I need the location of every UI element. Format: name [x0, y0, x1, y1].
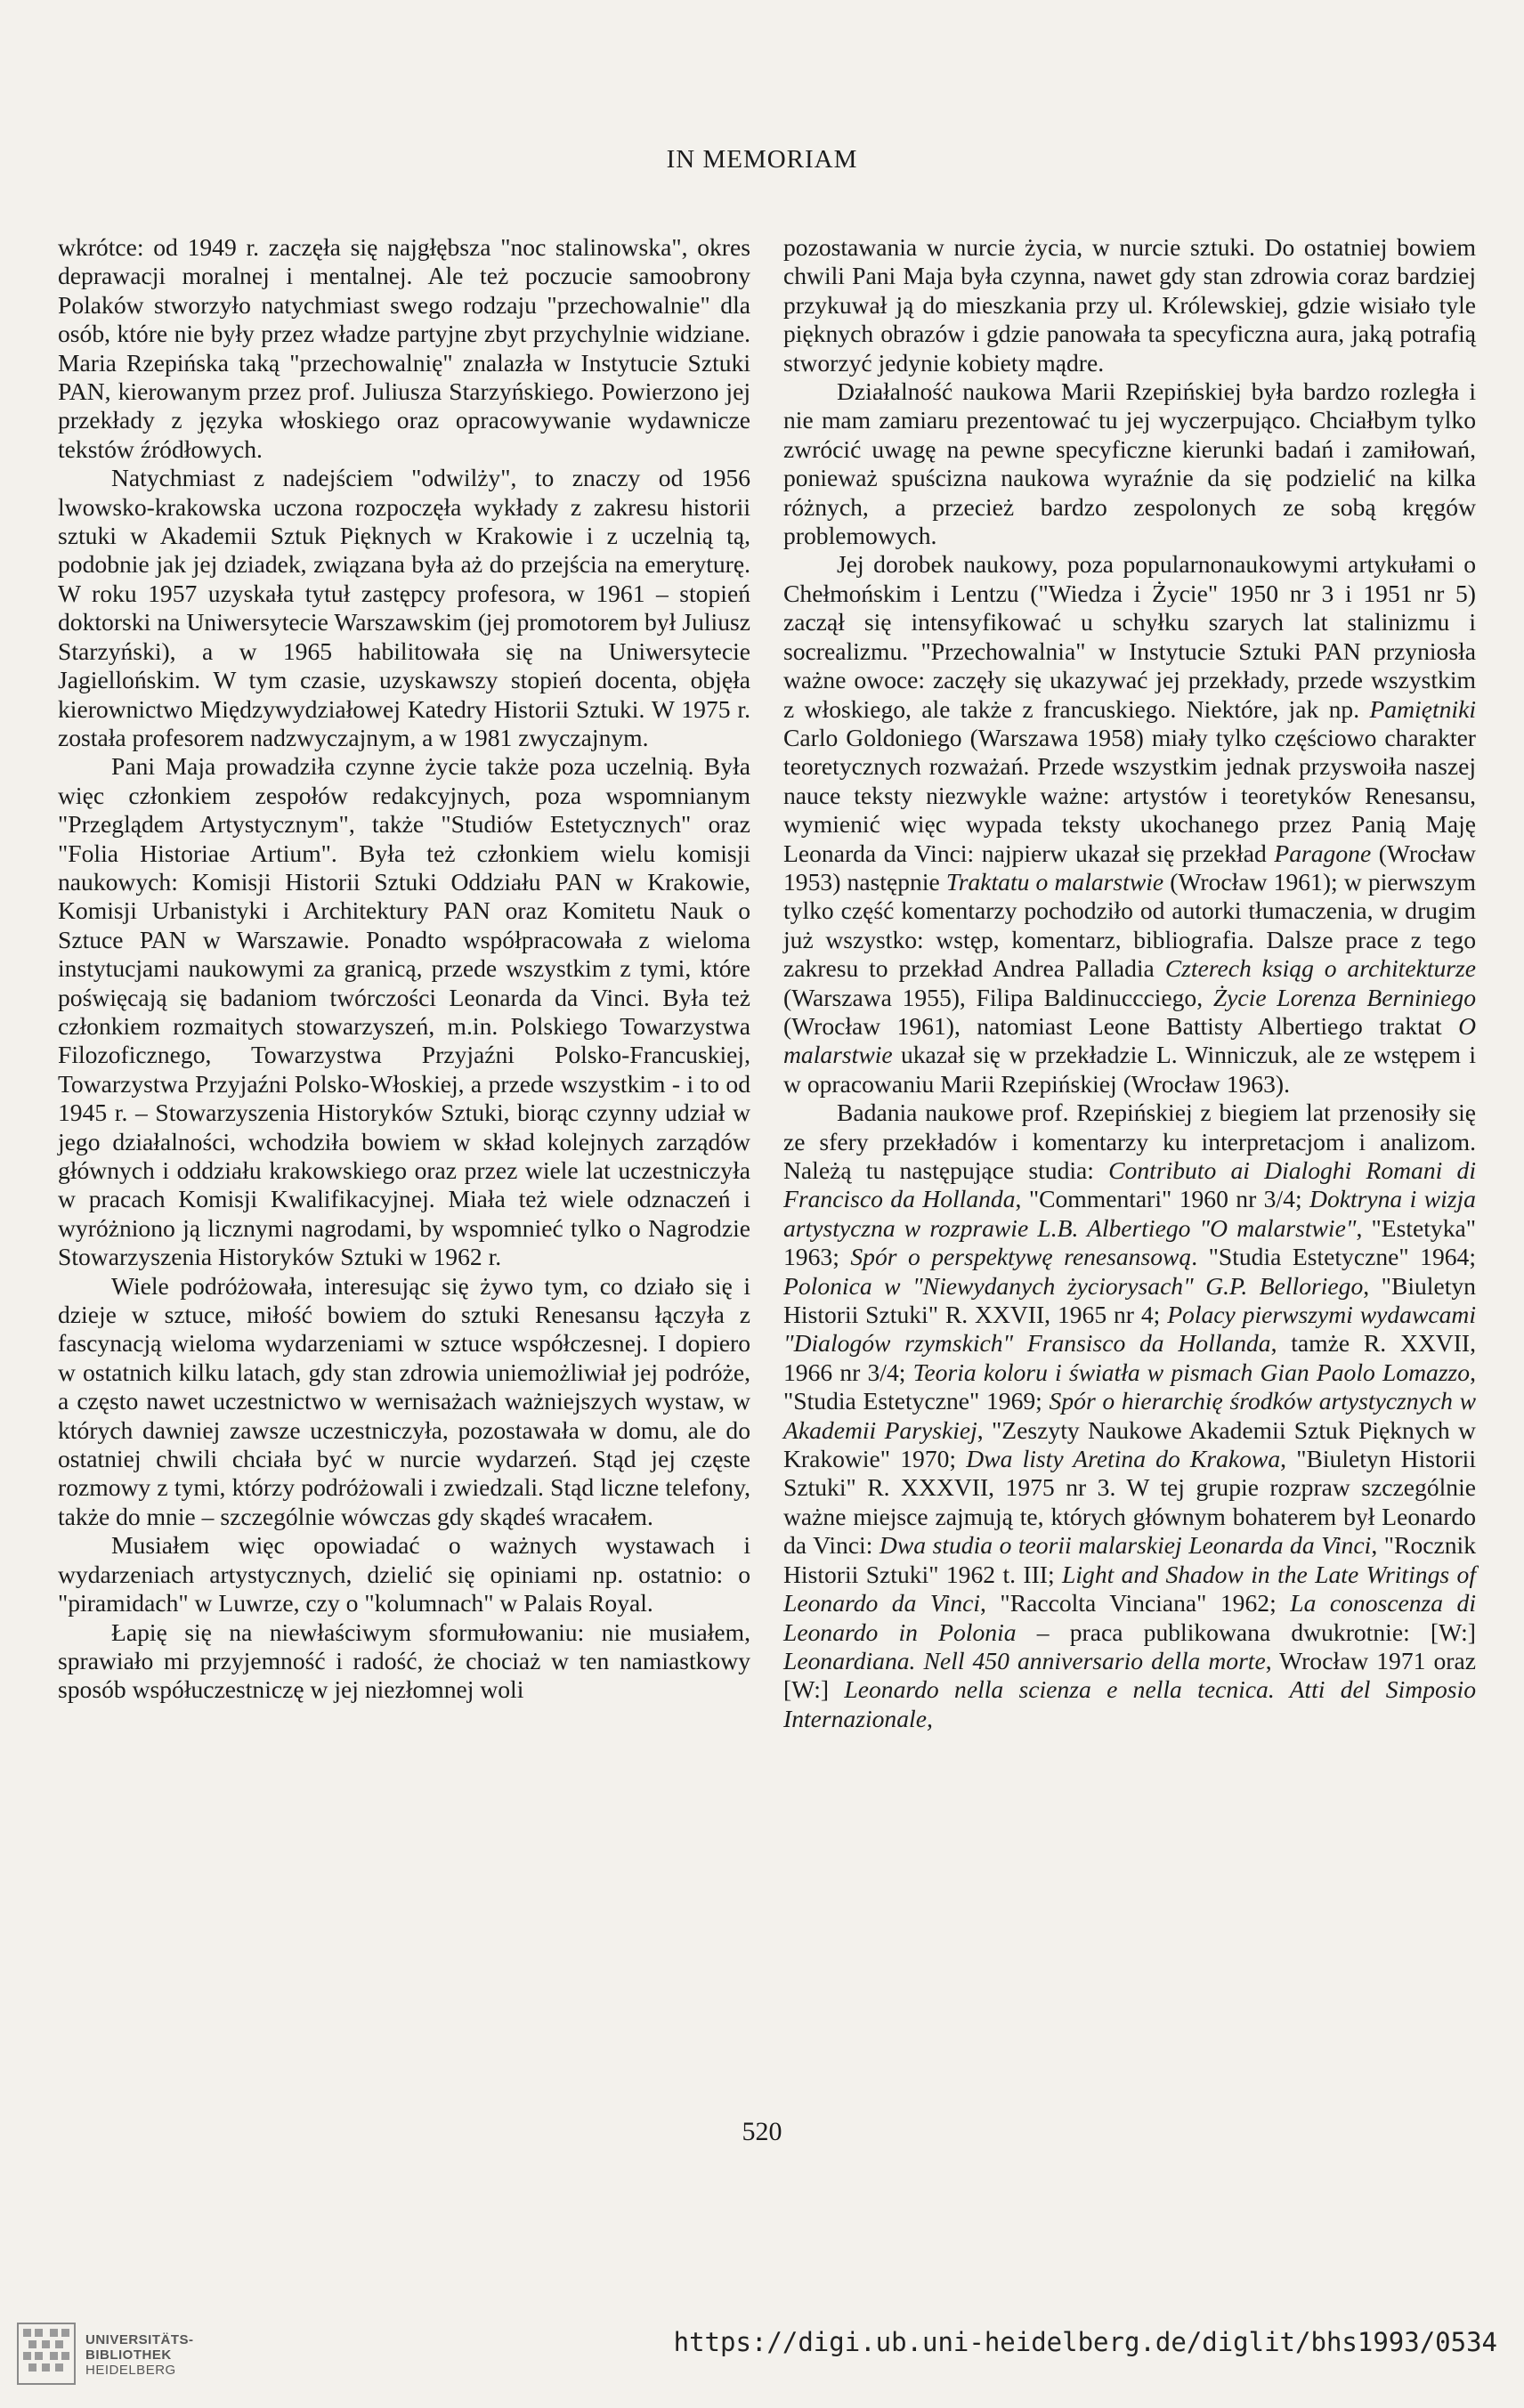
text-run: , tamże R. XXVII, 1966 nr 3/4; — [783, 1329, 1477, 1386]
text-run: , "Rocznik Historii Sztuki" 1962 t. III; — [783, 1531, 1476, 1588]
paragraph: wkrótce: od 1949 r. zaczęła się najgłębsza "noc stalinowska", okres deprawacji moralnej i mentalnej. Ale też poczucie samoobrony Polaków stworzyło natychmiast swego rodzaju "przechowalnie" dla osób, które nie były przez władze partyjne zbyt przychylnie widziane. Maria Rzepińska taką "przechowalnię" znalazła w Instytucie Sztuki PAN, kierowanym przez prof. Juliusza Starzyńskiego. Powierzono jej przekłady z języka włoskiego oraz opracowywanie wydawnicze tekstów źródłowych. — [58, 233, 750, 463]
paragraph — [783, 1099, 1476, 1733]
italic-title: Leonardo nella scienza e nella tecnica. Atti del Simposio Internazionale, — [783, 1675, 1476, 1732]
paragraph: Musiałem więc opowiadać o ważnych wystawach i wydarzeniach artystycznych, dzielić się opiniami np. ostatnio: o "piramidach" w Luwrze, czy o "kolumnach" w Palais Royal. — [58, 1531, 750, 1617]
text-run: , "Biuletyn Historii Sztuki" R. XXVII, 1965 nr 4; — [783, 1271, 1476, 1329]
left-column — [58, 233, 750, 1705]
italic-title: Leonardiana. Nell 450 anniversario della morte — [783, 1646, 1266, 1674]
text-run: ukazał się w przekładzie L. Winniczuk, ale ze wstępem i w opracowaniu Marii Rzepińskiej (Wrocław 1963). — [783, 1041, 1476, 1098]
text-run: (Wrocław 1961); w pierwszym tylko część komentarzy pochodziło od autorki tłumaczenia, w drugim już wszystko: wstęp, komentarz, bibliografia. Dalsze prace z tego zakresu to przekład Andrea Palladia — [783, 867, 1476, 983]
library-name-line: BIBLIOTHEK — [85, 2347, 172, 2363]
text-run: , "Raccolta Vinciana" 1962; — [980, 1589, 1291, 1617]
running-header: IN MEMORIAM — [666, 145, 858, 174]
page-number: 520 — [742, 2117, 782, 2146]
italic-title: O malarstwie — [783, 1011, 1476, 1069]
italic-title: Teoria koloru i światła w pismach Gian Paolo Lomazzo — [912, 1358, 1471, 1386]
text-run: , "Studia Estetyczne" 1969; — [783, 1358, 1476, 1415]
paragraph: pozostawania w nurcie życia, w nurcie sztuki. Do ostatniej bowiem chwili Pani Maja była czynna, nawet gdy stan zdrowia coraz bardziej przykuwał ją do mieszkania przy ul. Królewskiej, gdzie wisiało tyle pięknych obrazów i gdzie panowała ta specyficzna aura, jaką potrafią stworzyć jedynie kobiety mądre. — [783, 233, 1476, 377]
italic-title: Czterech ksiąg o architekturze — [1164, 954, 1477, 983]
italic-title: Polonica w "Niewydanych życiorysach" G.P. Belloriego — [783, 1271, 1364, 1300]
italic-title: Doktryna i wizja artystyczna w rozprawie L.B. Albertiego "O malarstwie" — [783, 1185, 1476, 1242]
text-run: (Warszawa 1955), Filipa Baldinuccciego, — [783, 983, 1213, 1011]
text-run: – praca publikowana dwukrotnie: [W:] — [1016, 1617, 1476, 1646]
right-column — [783, 233, 1476, 1733]
text-run: , "Estetyka" 1963; — [783, 1213, 1476, 1271]
paragraph — [783, 550, 1476, 1099]
text-run: Carlo Goldoniego (Warszawa 1958) miały tylko częściowo charakter teoretycznych rozważań. Przede wszystkim jednak przyswoiła naszej nauce teksty niezwykle ważne: artystów i teoretyków Renesansu, wymienić więc wypada teksty ukochanego przez Panią Maję Leonarda da Vinci: najpierw ukazał się przekład — [783, 723, 1476, 867]
paragraph: Natychmiast z nadejściem "odwilży", to znaczy od 1956 lwowsko-krakowska uczona rozpoczęła wykłady z zakresu historii sztuki w Akademii Sztuk Pięknych w Krakowie i z uczelnią tą, podobnie jak jej dziadek, związana była aż do przejścia na emeryturę. W roku 1957 uzyskała tytuł zastępcy profesora, w 1961 – stopień doktorski na Uniwersytecie Warszawskim (jej promotorem był Juliusz Starzyński), a w 1965 habilitowała się na Uniwersytecie Jagiellońskim. W tym czasie, uzyskawszy stopień docenta, objęła kierownictwo Międzywydziałowej Katedry Historii Sztuki. W 1975 r. została profesorem nadzwyczajnym, a w 1981 zwyczajnym. — [58, 464, 750, 751]
italic-title: Paragone — [1274, 839, 1372, 867]
text-run: , "Zeszyty Naukowe Akademii Sztuk Pięknych w Krakowie" 1970; — [783, 1415, 1476, 1473]
text-run: Jej dorobek naukowy, poza popularnonaukowymi artykułami o Chełmońskim i Lentzu ("Wiedza i Życie" 1950 nr 3 i 1951 nr 5) zaczął się intensyfikować u schyłku szarych lat stalinizmu i socrealizmu. "Przechowalnia" w Instytucie Sztuki PAN przyniosła ważne owoce: zaczęły się ukazywać jej przekłady, przede wszystkim z włoskiego, ale także z francuskiego. Niektóre, jak np. — [783, 550, 1476, 723]
italic-title: Traktatu o malarstwie — [945, 867, 1164, 896]
italic-title: Dwa studia o teorii malarskiej Leonarda da Vinci — [879, 1531, 1372, 1560]
paragraph: Wiele podróżowała, interesując się żywo tym, co działo się i dzieje w sztuce, miłość bowiem do sztuki Renesansu łączyła z fascynacją wieloma wydarzeniami w sztuce współczesnej. I dopiero w ostatnich kilku latach, gdy stan zdrowia uniemożliwiał jej podróże, a często nawet uczestnictwo w wernisażach ważniejszych wystaw, w których dawniej zawsze uczestniczyła, pozostawała w domu, ale do ostatniej chwili chciała być w nurcie wydarzeń. Stąd jej częste rozmowy z tymi, którzy podróżowali i zwiedzali. Stąd liczne telefony, także do mnie – szczególnie wówczas gdy skądeś wracałem. — [58, 1271, 750, 1530]
library-name — [85, 2332, 194, 2378]
italic-title: La conoscenza di Leonardo in Polonia — [783, 1589, 1477, 1646]
source-url-link[interactable]: https://digi.ub.uni-heidelberg.de/diglit/bhs1993/0534 — [673, 2327, 1497, 2357]
paragraph: Pani Maja prowadziła czynne życie także poza uczelnią. Była więc członkiem zespołów redakcyjnych, poza wspomnianym "Przeglądem Artystycznym", także "Studiów Estetycznych" oraz "Folia Historiae Artium". Była też członkiem wielu komisji naukowych: Komisji Historii Sztuki Oddziału PAN w Krakowie, Komisji Urbanistyki i Architektury PAN oraz Komitetu Nauk o Sztuce PAN w Warszawie. Ponadto współpracowała z wieloma instytucjami naukowymi za granicą, przede wszystkim z tymi, które poświęcają się badaniom twórczości Leonarda da Vinci. Była też członkiem rozmaitych stowarzyszeń, m.in. Polskiego Towarzystwa Filozoficznego, Towarzystwa Przyjaźni Polsko-Francuskiej, Towarzystwa Przyjaźni Polsko-Włoskiej, a przede wszystkim - i to od 1945 r. – Stowarzyszenia Historyków Sztuki, biorąc czynny udział w jego działalności, wchodziła bowiem w skład kolejnych zarządów głównych i oddziału krakowskiego oraz przez wiele lat uczestniczyła w pracach Komisji Kwalifikacyjnej. Miała też wiele odznaczeń i wyróżniono ją licznymi nagrodami, by wspomnieć tylko o Nagrodzie Stowarzyszenia Historyków Sztuki w 1962 r. — [58, 752, 750, 1271]
italic-title: Contributo ai Dialoghi Romani di Francisco da Hollanda — [783, 1156, 1476, 1213]
text-run: , "Commentari" 1960 nr 3/4; — [1015, 1185, 1310, 1213]
italic-title: Polacy pierwszymi wydawcami "Dialogów rzymskich" Fransisco da Hollanda — [783, 1301, 1476, 1358]
italic-title: Życie Lorenza Berniniego — [1212, 983, 1476, 1011]
footer-bar — [0, 2307, 1524, 2408]
paragraph: Działalność naukowa Marii Rzepińskiej była bardzo rozległa i nie mam zamiaru prezentować tu jej wyczerpująco. Chciałbym tylko zwrócić uwagę na pewne specyficzne kierunki badań i zamiłowań, ponieważ spuścizna naukowa wyraźnie da się podzielić na kilka różnych, a przecież bardzo zespolonych ze sobą kręgów problemowych. — [783, 377, 1476, 550]
library-name-line: HEIDELBERG — [85, 2363, 176, 2378]
paragraph: Łapię się na niewłaściwym sformułowaniu: nie musiałem, sprawiało mi przyjemność i radość, że chociaż w ten namiastkowy sposób współuczestniczę w jej niezłomnej woli — [58, 1617, 750, 1704]
text-run: , Wrocław 1971 oraz [W:] — [783, 1646, 1476, 1704]
italic-title: Light and Shadow in the Late Writings of Leonardo da Vinci — [783, 1560, 1476, 1617]
italic-title: Spór o perspektywę renesansową — [850, 1243, 1192, 1271]
text-run: Badania naukowe prof. Rzepińskiej z biegiem lat przenosiły się ze sfery przekładów i komentarzy ku interpretacjom i analizom. Należą tu następujące studia: — [783, 1099, 1476, 1184]
italic-title: Dwa listy Aretina do Krakowa — [966, 1445, 1281, 1473]
library-name-line: UNIVERSITÄTS- — [85, 2332, 194, 2347]
text-run: , "Biuletyn Historii Sztuki" R. XXXVII, 1975 nr 3. W tej grupie rozpraw szczególnie ważne miejsce zajmują te, których głównym bohaterem był Leonardo da Vinci: — [783, 1445, 1476, 1560]
university-library-logo-icon — [14, 2318, 78, 2389]
italic-title: Pamiętniki — [1369, 694, 1476, 723]
italic-title: Spór o hierarchię środków artystycznych w Akademii Paryskiej — [783, 1387, 1477, 1444]
text-run: . "Studia Estetyczne" 1964; — [1191, 1243, 1476, 1271]
text-run: (Wrocław 1961), natomiast Leone Battisty Albertiego traktat — [783, 1011, 1459, 1040]
text-run: (Wrocław 1953) następnie — [783, 839, 1476, 896]
